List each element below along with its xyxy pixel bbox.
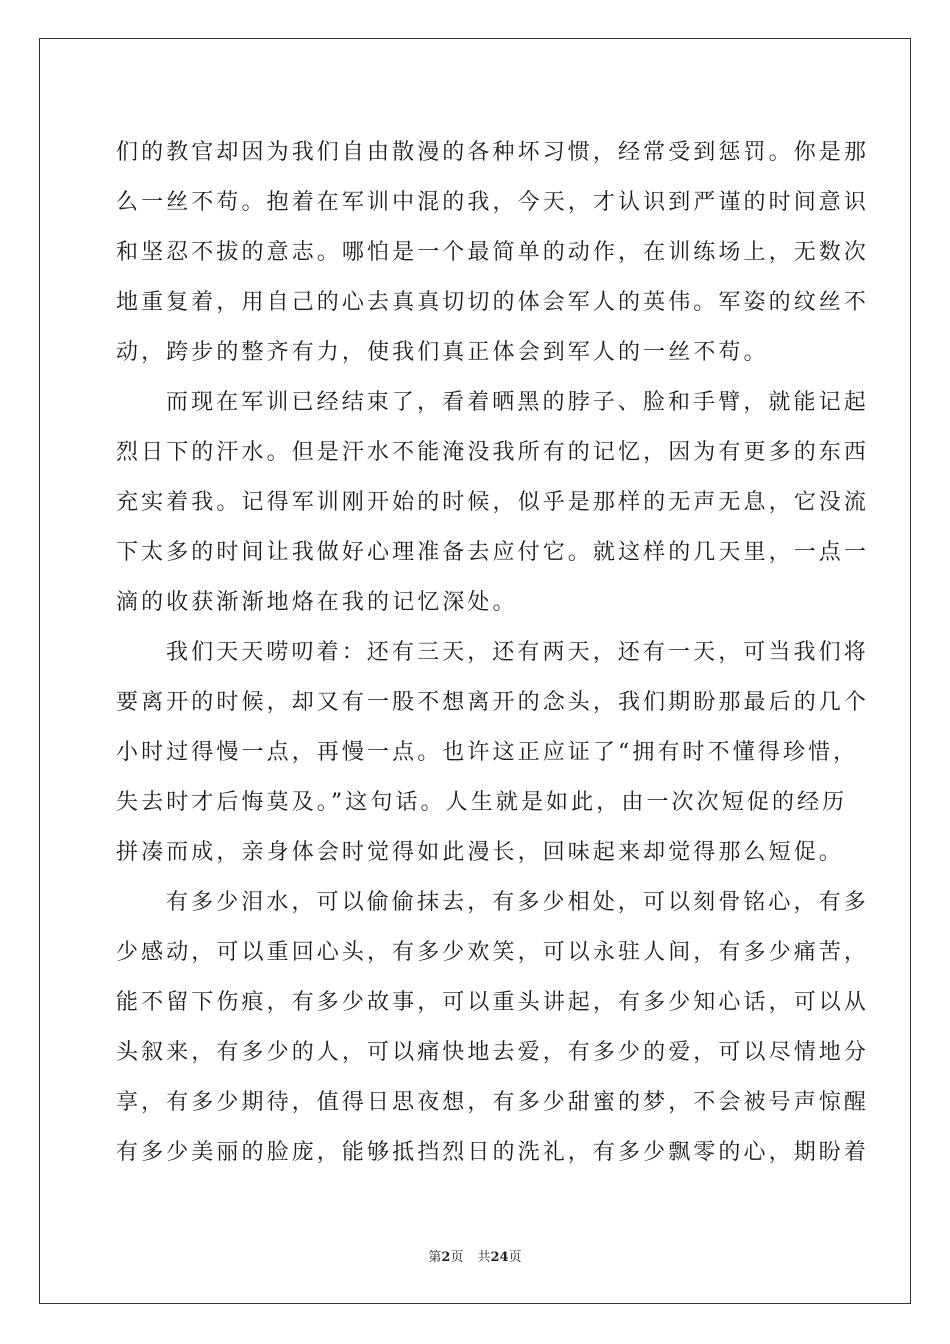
text-line: 么一丝不苟。抱着在军训中混的我，今天，才认识到严谨的时间意识 xyxy=(116,190,870,215)
text-line: 下太多的时间让我做好心理准备去应付它。就这样的几天里，一点一 xyxy=(116,540,870,565)
paragraph xyxy=(116,878,870,1178)
text-line: 地重复着，用自己的心去真真切切的体会军人的英伟。军姿的纹丝不 xyxy=(116,290,870,315)
text-line: 失去时才后悔莫及。”这句话。人生就是如此，由一次次短促的经历 xyxy=(116,790,848,815)
page-footer xyxy=(0,1246,950,1265)
text-line: 享，有多少期待，值得日思夜想，有多少甜蜜的梦，不会被号声惊醒 xyxy=(116,1090,870,1115)
text-line: 小时过得慢一点，再慢一点。也许这正应证了“拥有时不懂得珍惜， xyxy=(116,740,859,765)
text-line: 有多少泪水，可以偷偷抹去，有多少相处，可以刻骨铭心，有多 xyxy=(166,890,869,915)
text-line: 拼凑而成，亲身体会时觉得如此漫长，回味起来却觉得那么短促。 xyxy=(116,840,844,865)
text-line: 充实着我。记得军训刚开始的时候，似乎是那样的无声无息，它没流 xyxy=(116,490,870,515)
text-line: 头叙来，有多少的人，可以痛快地去爱，有多少的爱，可以尽情地分 xyxy=(116,1040,870,1065)
text-line: 和坚忍不拔的意志。哪怕是一个最简单的动作，在训练场上，无数次 xyxy=(116,240,870,265)
text-line: 我们天天唠叨着：还有三天，还有两天，还有一天，可当我们将 xyxy=(166,640,869,665)
page-suffix: 页 xyxy=(450,1250,464,1265)
document-body xyxy=(116,128,870,1178)
text-line: 少感动，可以重回心头，有多少欢笑，可以永驻人间，有多少痛苦， xyxy=(116,940,870,965)
page-number: 2 xyxy=(441,1250,451,1265)
total-pages: 24 xyxy=(490,1250,509,1265)
text-line: 烈日下的汗水。但是汗水不能淹没我所有的记忆，因为有更多的东西 xyxy=(116,440,870,465)
paragraph xyxy=(116,128,870,378)
text-line: 滴的收获渐渐地烙在我的记忆深处。 xyxy=(116,590,518,615)
text-line: 要离开的时候，却又有一股不想离开的念头，我们期盼那最后的几个 xyxy=(116,690,870,715)
text-line: 有多少美丽的脸庞，能够抵挡烈日的洗礼，有多少飘零的心，期盼着 xyxy=(116,1140,870,1165)
text-line: 能不留下伤痕，有多少故事，可以重头讲起，有多少知心话，可以从 xyxy=(116,990,870,1015)
text-line: 动，跨步的整齐有力，使我们真正体会到军人的一丝不苟。 xyxy=(116,340,769,365)
total-suffix: 页 xyxy=(508,1250,522,1265)
text-line: 而现在军训已经结束了，看着晒黑的脖子、脸和手臂，就能记起 xyxy=(166,390,869,415)
paragraph xyxy=(116,628,870,878)
paragraph xyxy=(116,378,870,628)
page-prefix: 第 xyxy=(428,1250,442,1265)
text-line: 们的教官却因为我们自由散漫的各种坏习惯，经常受到惩罚。你是那 xyxy=(116,140,870,165)
total-prefix: 共 xyxy=(477,1250,491,1265)
